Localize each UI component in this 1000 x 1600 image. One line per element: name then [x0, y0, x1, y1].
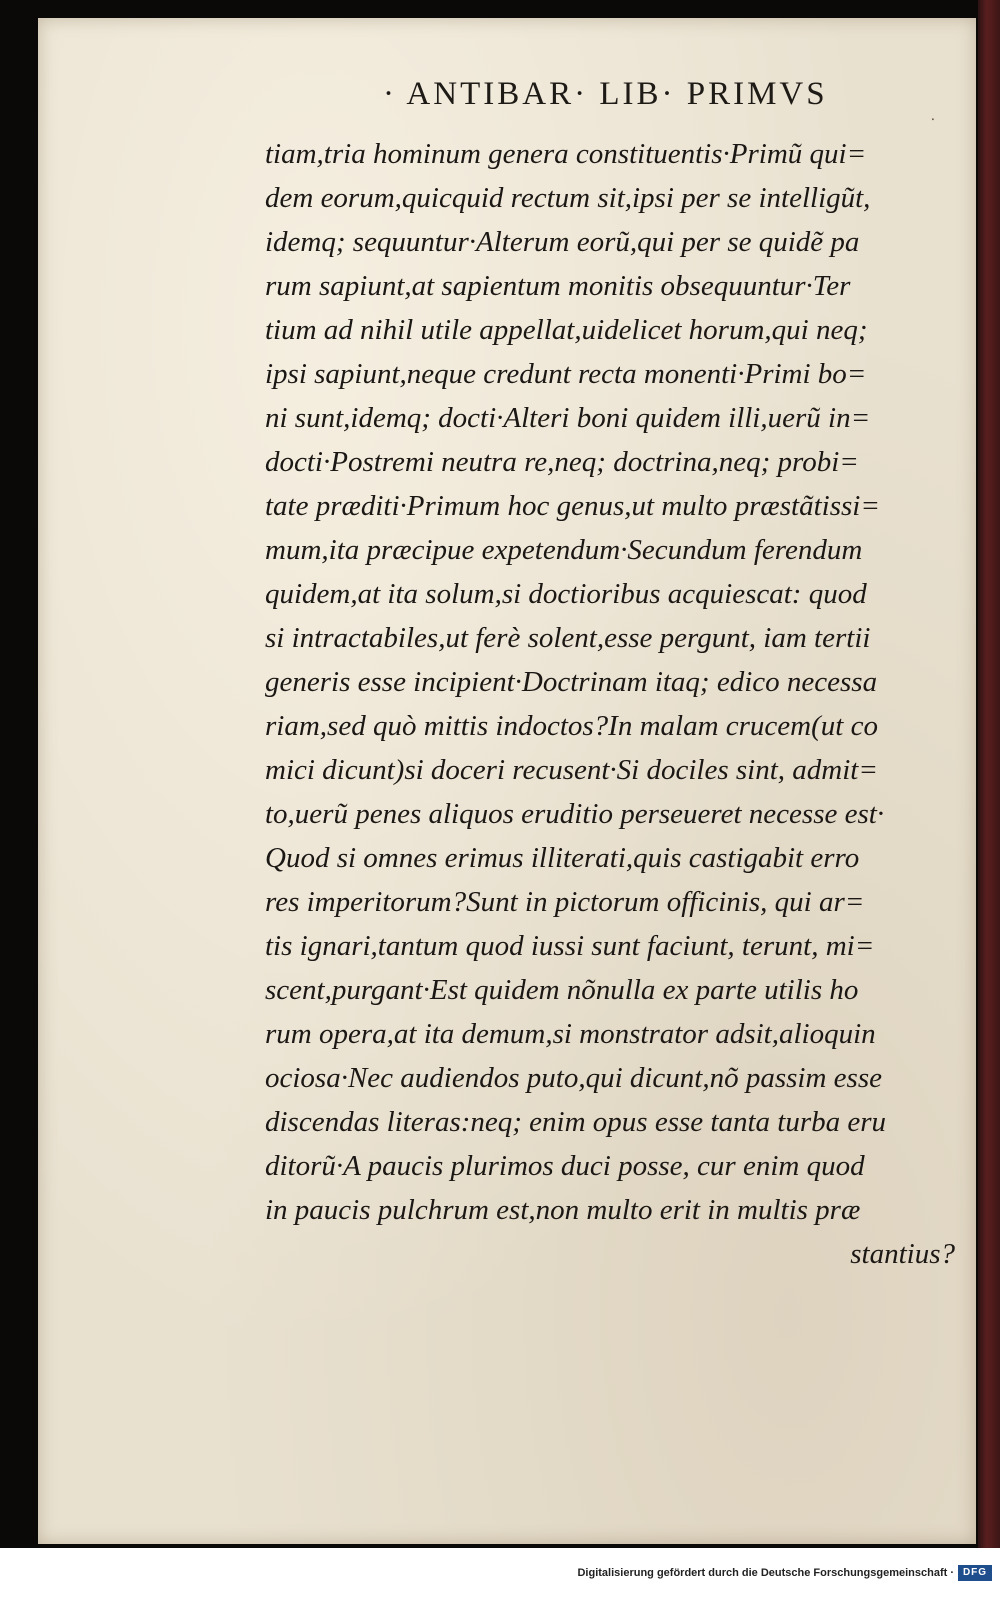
margin-mark: ⸱ — [931, 113, 935, 128]
text-line: tiam,tria hominum genera constituentis·Primũ qui= — [265, 138, 867, 170]
text-line: res imperitorum?Sunt in pictorum officinis, qui ar= — [265, 886, 865, 918]
text-line: idemq; sequuntur·Alterum eorũ,qui per se quidẽ pa — [265, 226, 860, 258]
text-line: quidem,at ita solum,si doctioribus acquiescat: quod — [265, 578, 867, 610]
text-line: discendas literas:neq; enim opus esse tanta turba eru — [265, 1106, 887, 1138]
book-edge — [978, 0, 1000, 1548]
text-line: generis esse incipient·Doctrinam itaq; edico necessa — [265, 666, 878, 698]
funding-credit: Digitalisierung gefördert durch die Deutsche Forschungsgemeinschaft · — [577, 1567, 954, 1579]
digitization-footer — [0, 1548, 1000, 1600]
text-line: tate præditi·Primum hoc genus,ut multo præstãtissi= — [265, 490, 880, 522]
text-line: si intractabiles,ut ferè solent,esse pergunt, iam tertii — [265, 622, 871, 654]
text-line: ditorũ·A paucis plurimos duci posse, cur enim quod — [265, 1150, 865, 1182]
text-line: docti·Postremi neutra re,neq; doctrina,neq; probi= — [265, 446, 859, 478]
text-line: ipsi sapiunt,neque credunt recta monenti·Primi bo= — [265, 358, 867, 390]
dfg-logo: DFG — [958, 1565, 992, 1581]
text-line: in paucis pulchrum est,non multo erit in multis præ — [265, 1194, 861, 1226]
text-line: tium ad nihil utile appellat,uidelicet horum,qui neq; — [265, 314, 868, 346]
text-line: rum sapiunt,at sapientum monitis obsequuntur·Ter — [265, 270, 851, 302]
text-block — [265, 132, 955, 1276]
text-line: mum,ita præcipue expetendum·Secundum ferendum — [265, 534, 863, 566]
catchword: stantius? — [850, 1238, 955, 1270]
text-line: scent,purgant·Est quidem nõnulla ex parte utilis ho — [265, 974, 859, 1006]
text-line: dem eorum,quicquid rectum sit,ipsi per se intelligũt, — [265, 182, 871, 214]
running-head: · ANTIBAR· LIB· PRIMVS — [383, 76, 828, 112]
text-line: ociosa·Nec audiendos puto,qui dicunt,nõ passim esse — [265, 1062, 883, 1094]
text-line: Quod si omnes erimus illiterati,quis castigabit erro — [265, 842, 860, 874]
text-line: mici dicunt)si doceri recusent·Si dociles sint, admit= — [265, 754, 878, 786]
text-line: tis ignari,tantum quod iussi sunt faciunt, terunt, mi= — [265, 930, 875, 962]
text-line: rum opera,at ita demum,si monstrator adsit,alioquin — [265, 1018, 876, 1050]
book-page — [38, 18, 976, 1544]
text-line: to,uerũ penes aliquos eruditio perseueret necesse est· — [265, 798, 885, 830]
text-line: ni sunt,idemq; docti·Alteri boni quidem illi,uerũ in= — [265, 402, 871, 434]
text-line: riam,sed quò mittis indoctos?In malam crucem(ut co — [265, 710, 878, 742]
